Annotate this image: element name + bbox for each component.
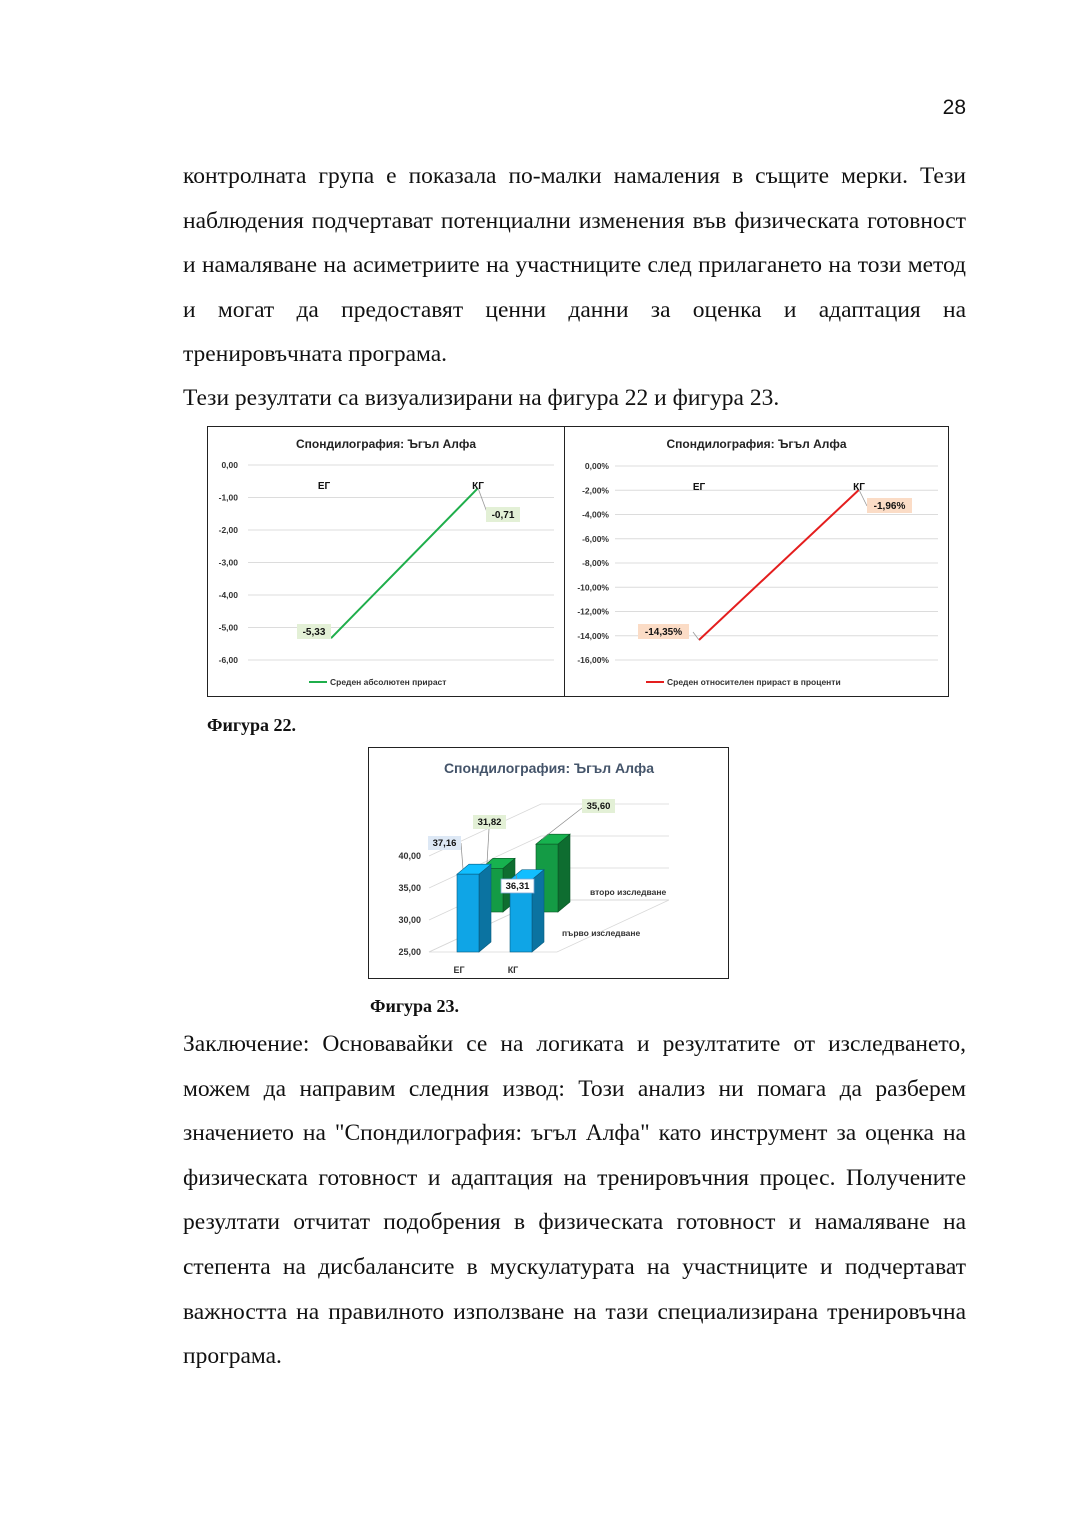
series-line xyxy=(331,488,478,638)
y-tick-label: -12,00% xyxy=(577,606,609,617)
page-number: 28 xyxy=(942,96,966,119)
y-tick-label: -16,00% xyxy=(577,655,609,665)
category-label: ЕГ xyxy=(453,965,465,975)
data-label: -0,71 xyxy=(491,510,515,521)
data-label: 31,82 xyxy=(477,817,502,828)
bar-second-kg-side xyxy=(558,834,570,912)
chart-title: Спондилография: Ъгъл Алфа xyxy=(295,437,477,451)
y-tick-label: -2,00% xyxy=(582,485,609,496)
y-tick-label: -1,00 xyxy=(218,492,238,503)
y-tick-label: 0,00 xyxy=(221,460,238,470)
figure-22-caption: Фигура 22. xyxy=(207,715,297,735)
category-label: ЕГ xyxy=(692,482,706,493)
legend-label: Среден абсолютен прираст xyxy=(330,677,447,687)
y-tick-label: -8,00% xyxy=(582,558,609,568)
y-tick-label: 40,00 xyxy=(398,851,421,861)
data-label: -1,96% xyxy=(873,501,906,512)
bar-first-eg xyxy=(457,874,479,952)
leader-line xyxy=(487,829,489,863)
figure-23-caption: Фигура 23. xyxy=(370,996,460,1016)
category-label: ЕГ xyxy=(317,481,331,492)
chart-title: Спондилография: Ъгъл Алфа xyxy=(443,760,655,776)
data-label: -14,35% xyxy=(644,627,683,638)
y-tick-label: 0,00% xyxy=(584,461,609,471)
data-label: 35,60 xyxy=(586,801,611,812)
paragraph-figures-ref: Тези резултати са визуализирани на фигура 22 и фигура 23. xyxy=(183,385,780,411)
chart-absolute-growth xyxy=(207,426,565,697)
data-label: -5,33 xyxy=(302,627,326,638)
y-tick-label: -6,00 xyxy=(218,655,238,665)
series-label: първо изследване xyxy=(562,928,641,938)
y-tick-label: -6,00% xyxy=(582,533,609,544)
leader-line xyxy=(461,843,463,869)
paragraph-conclusion: Заключение: Основавайки се на логиката и резултатите от изследването, можем да направим следния извод: Този анализ ни помага да разберем значението на "Спондилография: ъгъл Алфа" като инструмент за оценка на физическата готовност и адаптация на тренировъчния процес. Получените резултати отчитат подобрения в физическата готовност и намаляване на степента на дисбалансите в мускулатурата на участниците и подчертават важността на правилното използване на тази специализирана тренировъчна програма. xyxy=(183,1031,966,1370)
category-label: КГ xyxy=(472,481,484,492)
y-tick-label: -14,00% xyxy=(577,630,609,641)
paragraph-intro: контролната група е показала по-малки намаления в същите мерки. Тези наблюдения подчертават потенциални изменения във физическата готовност и намаляване на асиметриите на участниците след прилагането на този метод и могат да предоставят ценни данни за оценка и адаптация на тренировъчната програма. xyxy=(183,163,966,368)
category-label: КГ xyxy=(853,482,865,493)
chart-3d-svg xyxy=(369,748,728,978)
y-tick-label: 25,00 xyxy=(398,947,421,957)
legend-label: Среден относителен прираст в проценти xyxy=(667,677,841,687)
chart-absolute-svg xyxy=(208,427,564,696)
y-tick-label: 30,00 xyxy=(398,915,421,925)
y-tick-label: 35,00 xyxy=(398,883,421,893)
category-label: КГ xyxy=(507,965,519,975)
series-label: второ изследване xyxy=(590,887,667,897)
y-tick-label: -10,00% xyxy=(577,582,609,593)
y-tick-label: -4,00 xyxy=(218,590,238,600)
y-tick-label: -3,00 xyxy=(218,557,238,568)
y-tick-label: -4,00% xyxy=(582,509,609,520)
chart-relative-growth xyxy=(564,426,949,697)
series-line xyxy=(699,490,859,640)
y-tick-label: -5,00 xyxy=(218,622,238,633)
bar-first-eg-side xyxy=(479,864,491,952)
data-label: 36,31 xyxy=(505,881,530,892)
chart-relative-svg xyxy=(565,427,948,696)
chart-3d-bars xyxy=(368,747,729,979)
data-label: 37,16 xyxy=(432,838,457,849)
chart-title: Спондилография: Ъгъл Алфа xyxy=(666,437,847,451)
y-tick-label: -2,00 xyxy=(218,525,238,535)
